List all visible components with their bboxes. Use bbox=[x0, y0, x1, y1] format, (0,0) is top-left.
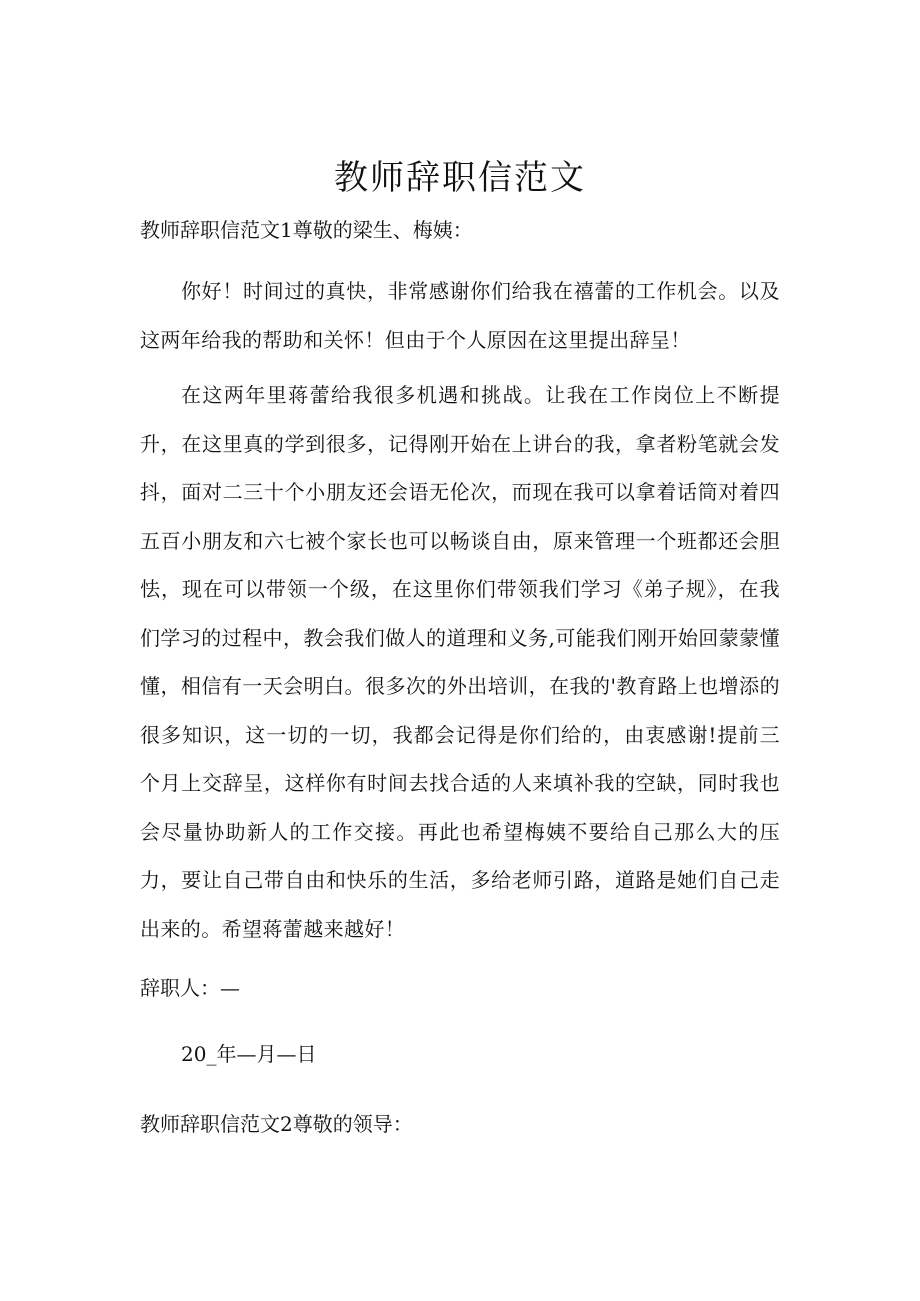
letter2-heading: 教师辞职信范文2尊敬的领导： bbox=[140, 1112, 413, 1136]
letter1-heading: 教师辞职信范文1尊敬的梁生、梅姨： bbox=[140, 218, 473, 242]
letter1-signature: 辞职人：— bbox=[140, 976, 240, 1000]
letter1-date: 20_年—月—日 bbox=[181, 1042, 317, 1066]
letter1-paragraph-1: 你好！时间过的真快，非常感谢你们给我在禧蕾的工作机会。以及这两年给我的帮助和关怀！但由于个人原因在这里提出辞呈！ bbox=[140, 279, 780, 352]
document-title: 教师辞职信范文 bbox=[334, 158, 586, 198]
letter1-paragraph-2: 在这两年里蒋蕾给我很多机遇和挑战。让我在工作岗位上不断提升，在这里真的学到很多，记得刚开始在上讲台的我，拿者粉笔就会发抖，面对二三十个小朋友还会语无伦次，而现在我可以拿着话筒对着四五百小朋友和六七被个家长也可以畅谈自由，原来管理一个班都还会胆怯，现在可以带领一个级，在这里你们带领我们学习《弟子规》，在我们学习的过程中，教会我们做人的道理和义务,可能我们刚开始回蒙蒙懂懂，相信有一天会明白。很多次的外出培训，在我的'教育路上也增添的很多知识，这一切的一切，我都会记得是你们给的，由衷感谢!提前三个月上交辞呈，这样你有时间去找合适的人来填补我的空缺，同时我也会尽量协助新人的工作交接。再此也希望梅姨不要给自己那么大的压力，要让自己带自由和快乐的生活，多给老师引路，道路是她们自己走出来的。希望蒋蕾越来越好！ bbox=[140, 383, 780, 941]
